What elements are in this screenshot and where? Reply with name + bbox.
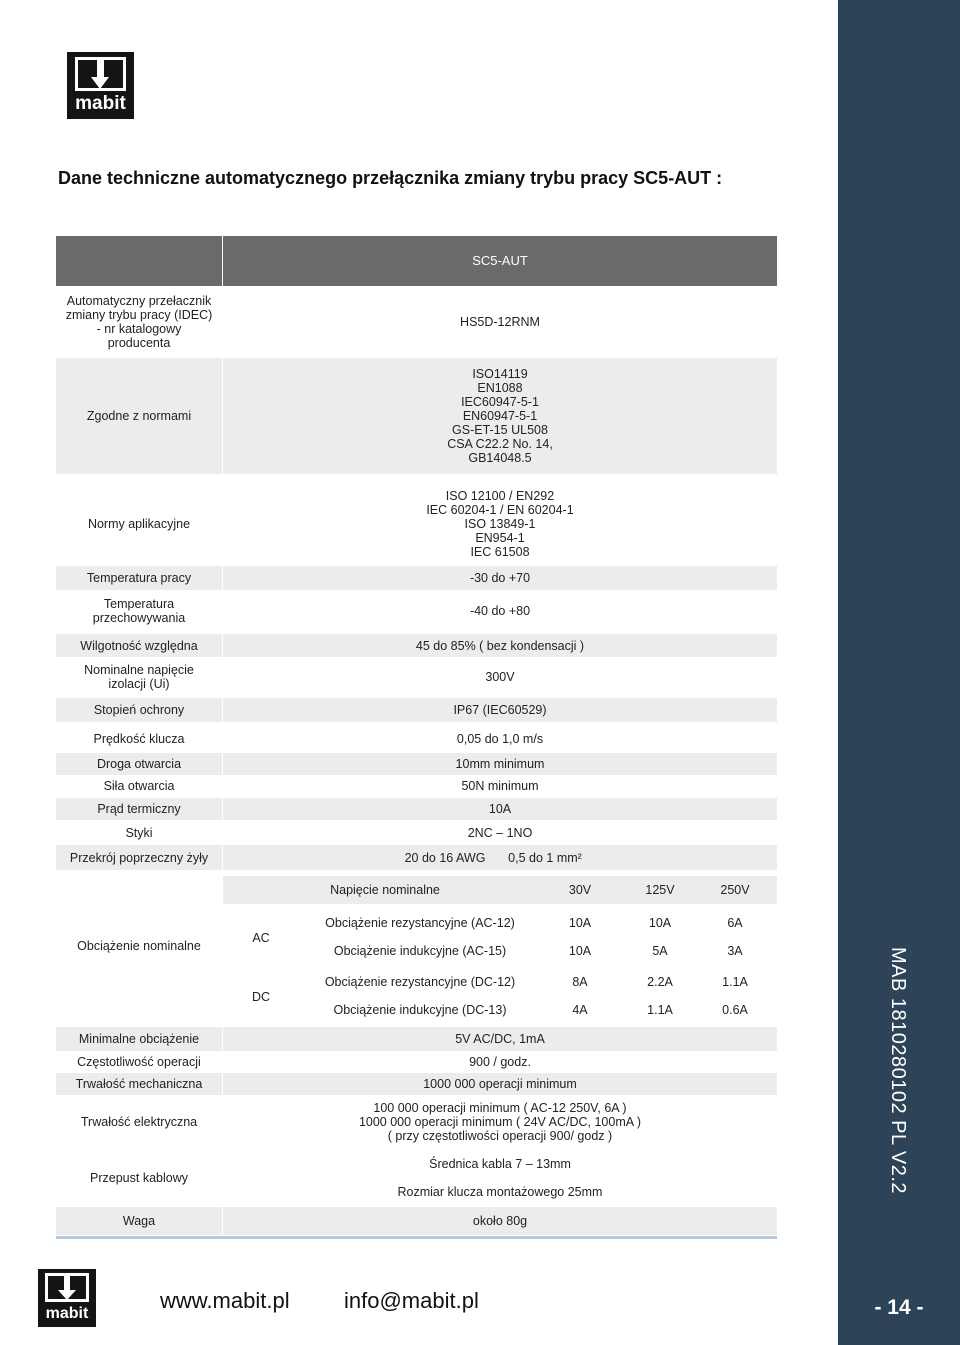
spec-value [223,634,777,657]
spec-label-text: Trwałość elektryczna [80,1115,198,1129]
spec-value-text: -40 do +80 [469,604,531,618]
spec-label [56,287,222,357]
spec-label [56,566,222,590]
website-link[interactable]: www.mabit.pl [160,1288,290,1313]
ac-load-name [305,910,535,936]
spec-value-text: IP67 (IEC60529) [453,703,547,717]
spec-label [56,592,222,630]
page-number: - 14 - [874,1296,924,1319]
spec-label-text: Częstotliwość operacji [77,1055,201,1069]
spec-label-text: Trwałość mechaniczna [75,1077,203,1091]
spec-value-awg-text: 20 do 16 AWG [404,850,486,865]
spec-label [56,845,222,870]
table-bottom-rule [56,1236,777,1239]
spec-label [56,822,222,844]
spec-value-text: 300V [485,670,515,684]
spec-label-text: Prędkość klucza [93,731,185,746]
dc-load-value [550,997,610,1023]
dc-load-value-text: 8A [572,975,588,989]
ac-load-name [305,938,535,964]
spec-value-text: ( przy częstotliwości operacji 900/ godz ) [387,1129,613,1143]
spec-label-text: Automatyczny przełacznik [66,294,212,308]
spec-label-text: Przepust kablowy [90,1171,188,1185]
spec-label-text: Zgodne z normami [86,409,192,423]
spec-label [56,1073,222,1095]
dc-load-value [705,997,765,1023]
spec-value [223,753,777,775]
ac-load-value [630,938,690,964]
spec-label-text: Waga [122,1214,156,1228]
dc-load-name-text: Obciążenie rezystancyjne (DC-12) [324,975,516,989]
dc-label [238,970,284,1024]
spec-value [223,658,777,696]
spec-value [223,1073,777,1095]
ac-load-value-text: 6A [727,916,743,930]
dc-load-value-text: 2.2A [647,975,673,989]
ac-load-name-text: Obciążenie indukcyjne (AC-15) [333,944,507,958]
footer-logo-text: mabit [45,1305,89,1322]
spec-value [223,1027,777,1051]
spec-value [223,698,777,722]
dc-load-value-text: 1.1A [647,1003,673,1017]
dc-load-value [630,969,690,995]
spec-value-text: EN954-1 [475,530,525,545]
spec-label [56,1095,222,1149]
spec-value-text: -30 do +70 [469,571,531,585]
ac-load-value [550,938,610,964]
spec-label-text: Droga otwarcia [96,757,182,771]
load-voltage-header-text: Napięcie nominalne [330,883,440,897]
spec-value-text: IEC 60204-1 / EN 60204-1 [426,502,574,517]
spec-label-text: Nominalne napięcie [84,663,194,677]
spec-label-text: Temperatura [103,597,175,611]
spec-label [56,776,222,796]
spec-label [56,1027,222,1051]
spec-value-text: EN1088 [477,381,523,395]
dc-load-name [305,969,535,995]
spec-label-text: Minimalne obciążenie [78,1032,200,1046]
spec-label [56,726,222,751]
spec-value [223,776,777,796]
load-voltage [550,876,610,904]
spec-value [223,592,777,630]
ac-load-value-text: 10A [568,916,592,930]
spec-label-text: Styki [125,826,153,840]
dc-label-text: DC [251,990,271,1004]
spec-value-text: IEC 61508 [470,544,530,559]
ac-label-text: AC [252,931,270,945]
spec-value-mm [480,845,610,870]
spec-value-text: 10mm minimum [455,757,545,771]
ac-load-value-text: 5A [652,944,668,958]
spec-label [56,753,222,775]
spec-value-text: 5V AC/DC, 1mA [455,1032,545,1046]
spec-label-text: Stopień ochrony [93,703,185,717]
spec-label-text: - nr katalogowy [96,322,182,336]
header-cell [223,236,777,286]
spec-label-text: Siła otwarcia [103,779,175,793]
load-label [56,906,222,986]
spec-label [56,1207,222,1235]
spec-label [56,1151,222,1205]
spec-value [223,798,777,820]
spec-value [223,287,777,357]
spec-value-text: 1000 000 operacji minimum ( 24V AC/DC, 100mA ) [358,1115,642,1129]
spec-value [223,1051,777,1073]
spec-label-text: Normy aplikacyjne [87,516,191,531]
load-voltage [630,876,690,904]
ac-load-value-text: 3A [727,944,743,958]
spec-value-text: Średnica kabla 7 – 13mm [429,1157,571,1171]
spec-value-text: 45 do 85% ( bez kondensacji ) [415,638,585,653]
spec-label [56,798,222,820]
dc-load-value [705,969,765,995]
document-code: MAB 1810280102 PL V2.2 [887,946,910,1194]
ac-load-value [550,910,610,936]
spec-value [223,475,777,572]
dc-load-value-text: 0.6A [722,1003,748,1017]
ac-load-value [630,910,690,936]
spec-value-text: 50N minimum [461,779,539,793]
load-voltage [705,876,765,904]
ac-load-value-text: 10A [648,916,672,930]
spec-value [223,358,777,474]
spec-value-text: około 80g [472,1214,528,1228]
spec-label-text: Temperatura pracy [86,571,192,585]
spec-label [56,475,222,572]
spec-value-text: 2NC – 1NO [467,826,533,840]
load-voltage-text: 125V [645,883,675,897]
footer-logo [38,1269,96,1327]
dc-load-value [630,997,690,1023]
ac-load-value-text: 10A [568,944,592,958]
load-voltage-header [300,876,470,904]
spec-value-text: HS5D-12RNM [460,315,540,329]
dc-load-value [550,969,610,995]
spec-value-text: 0,05 do 1,0 m/s [456,731,544,746]
load-voltage-text: 250V [720,883,750,897]
spec-label [56,634,222,657]
ac-load-value [705,910,765,936]
spec-value-text: GS-ET-15 UL508 [452,423,548,437]
spec-value [223,566,777,590]
spec-value [223,1207,777,1235]
spec-value-text: 100 000 operacji minimum ( AC-12 250V, 6A ) [373,1101,627,1115]
spec-value [223,1095,777,1149]
header-empty-cell [56,236,222,286]
spec-label [56,358,222,474]
spec-value-text: ISO 12100 / EN292 [445,488,555,503]
ac-load-value [705,938,765,964]
spec-value-text: ISO 13849-1 [464,516,536,531]
dc-load-value-text: 4A [572,1003,588,1017]
spec-label-text: producenta [107,336,171,350]
spec-value-text: 10A [488,802,512,816]
spec-label [56,1051,222,1073]
spec-label [56,658,222,696]
ac-load-name-text: Obciążenie rezystancyjne (AC-12) [325,916,515,930]
email-link[interactable]: info@mabit.pl [344,1288,479,1313]
spec-value-text: EN60947-5-1 [462,409,538,423]
spec-value-text: GB14048.5 [468,451,532,465]
dc-load-name-text: Obciążenie indukcyjne (DC-13) [333,1003,507,1017]
ac-label [238,906,284,970]
spec-value-mm-text: 0,5 do 1 mm² [508,850,582,865]
spec-label [56,698,222,722]
spec-value-text: ISO14119 [472,367,528,381]
spec-label-text: Wilgotność względna [80,638,198,653]
spec-value [223,1151,777,1177]
spec-label-text: izolacji (Ui) [108,677,170,691]
header-cell-text: SC5-AUT [472,253,528,268]
spec-label-text: zmiany trybu pracy (IDEC) [65,308,213,322]
load-label-text: Obciążenie nominalne [77,939,201,953]
spec-value-text: Rozmiar klucza montażowego 25mm [397,1184,603,1199]
spec-value [223,822,777,844]
spec-label-text: przechowywania [92,611,186,625]
dc-load-value-text: 1.1A [722,975,748,989]
spec-value-text: 900 / godz. [469,1055,531,1069]
spec-value [223,726,777,751]
logo-text: mabit [75,93,126,114]
spec-value-text: 1000 000 operacji minimum [423,1077,577,1091]
dc-load-name [305,997,535,1023]
page-title: Dane techniczne automatycznego przełącznika zmiany trybu pracy SC5-AUT : [58,168,723,188]
spec-value [223,1178,777,1205]
spec-value-text: IEC60947-5-1 [461,395,539,409]
mabit-logo [67,52,134,119]
spec-label-text: Prąd termiczny [97,802,181,816]
spec-value-text: CSA C22.2 No. 14, [447,437,553,451]
spec-label-text: Przekrój poprzeczny żyły [69,850,209,865]
load-voltage-text: 30V [568,883,592,897]
